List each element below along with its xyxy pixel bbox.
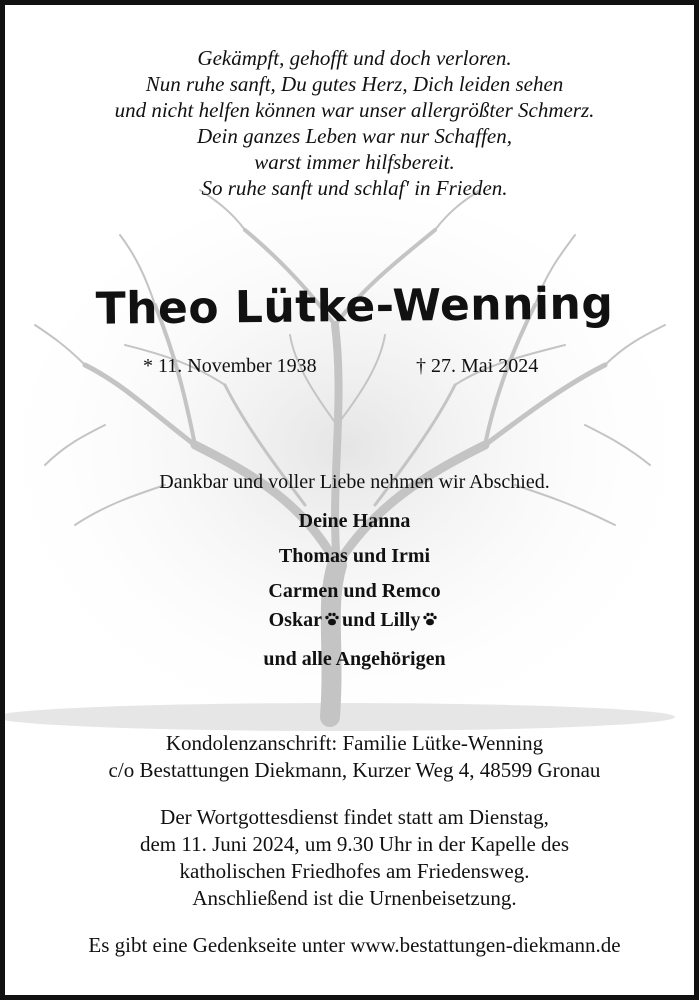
address-line: c/o Bestattungen Diekmann, Kurzer Weg 4, 48599 Gronau bbox=[108, 758, 601, 782]
mourner-pets-line bbox=[5, 609, 699, 632]
paw-icon bbox=[324, 611, 340, 627]
address-line: Kondolenzanschrift: Familie Lütke-Wenning bbox=[165, 731, 544, 755]
paw-icon bbox=[422, 611, 438, 627]
poem-line: So ruhe sanft und schlaf' in Frieden. bbox=[201, 176, 508, 200]
mourner-line: Deine Hanna bbox=[298, 510, 411, 532]
service-line: Anschließend ist die Urnenbeisetzung. bbox=[192, 886, 517, 910]
poem-line: Nun ruhe sanft, Du gutes Herz, Dich leiden sehen bbox=[145, 72, 564, 96]
death-date: † 27. Mai 2024 bbox=[416, 355, 539, 377]
mourner-line: Thomas und Irmi bbox=[278, 545, 431, 567]
birth-date: * 11. November 1938 bbox=[143, 355, 317, 377]
service-line: Der Wortgottesdienst findet statt am Dienstag, bbox=[160, 805, 549, 829]
service-line: katholischen Friedhofes am Friedensweg. bbox=[179, 859, 530, 883]
poem-line: und nicht helfen können war unser allergrößter Schmerz. bbox=[114, 98, 595, 122]
poem-line: warst immer hilfsbereit. bbox=[254, 150, 455, 174]
service-line: dem 11. Juni 2024, um 9.30 Uhr in der Kapelle des bbox=[139, 832, 570, 856]
pet-name: und Lilly bbox=[341, 609, 421, 631]
memorial-website: Es gibt eine Gedenkseite unter www.bestattungen-diekmann.de bbox=[88, 933, 621, 957]
poem-line: Gekämpft, gehofft und doch verloren. bbox=[197, 46, 512, 70]
life-dates bbox=[5, 355, 699, 381]
pet-name: Oskar bbox=[268, 609, 322, 631]
mourner-line: und alle Angehörigen bbox=[263, 648, 446, 670]
poem-line: Dein ganzes Leben war nur Schaffen, bbox=[197, 124, 512, 148]
deceased-name: Theo Lütke-Wenning bbox=[95, 278, 614, 335]
mourner-line: Carmen und Remco bbox=[268, 580, 441, 602]
farewell-text: Dankbar und voller Liebe nehmen wir Abschied. bbox=[159, 471, 550, 493]
